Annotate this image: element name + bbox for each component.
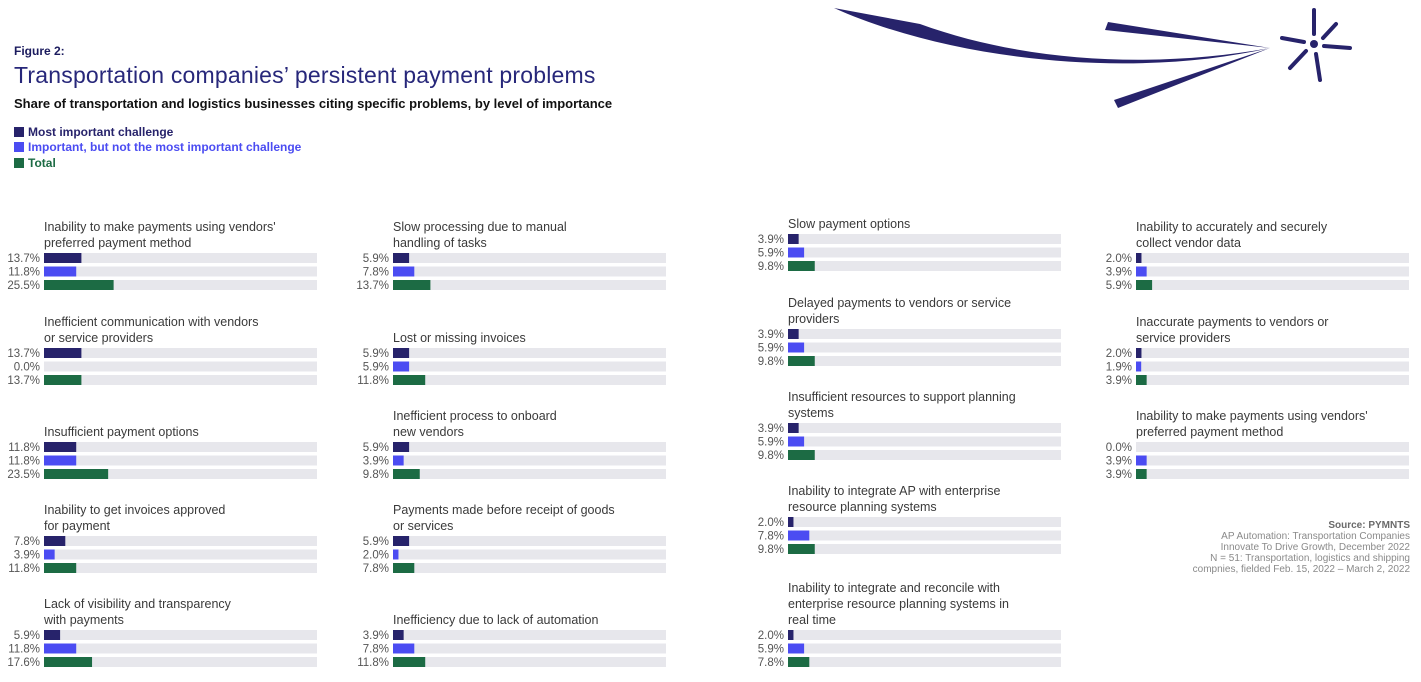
bar-track bbox=[393, 536, 666, 546]
group-label: Delayed payments to vendors or service bbox=[788, 296, 1012, 310]
group-label: real time bbox=[788, 613, 836, 627]
bar-track bbox=[1136, 280, 1409, 290]
source-line-4: compnies, fielded Feb. 15, 2022 – March 2, 2022 bbox=[1192, 564, 1410, 575]
bar-important bbox=[1136, 362, 1141, 372]
bar-important bbox=[788, 531, 809, 541]
bar-group bbox=[363, 503, 666, 575]
bar-track bbox=[44, 267, 317, 277]
group-label: for payment bbox=[44, 519, 111, 533]
data-label-total: 3.9% bbox=[1105, 375, 1132, 387]
data-label-important: 7.8% bbox=[362, 643, 389, 656]
data-label-important: 11.8% bbox=[8, 455, 40, 468]
source-line-2: Innovate To Drive Growth, December 2022 bbox=[1220, 542, 1410, 553]
data-label-important: 3.9% bbox=[1105, 266, 1132, 279]
data-label-important: 5.9% bbox=[757, 247, 784, 260]
bar-total bbox=[788, 657, 809, 667]
bar-group bbox=[7, 220, 317, 292]
data-label-important: 1.9% bbox=[1105, 361, 1132, 374]
bar-track bbox=[1136, 253, 1409, 263]
bar-most bbox=[788, 630, 793, 640]
data-label-total: 25.5% bbox=[7, 280, 40, 292]
bar-track bbox=[788, 356, 1061, 366]
group-label: Inaccurate payments to vendors or bbox=[1136, 315, 1329, 329]
bar-most bbox=[1136, 253, 1141, 263]
bar-most bbox=[44, 253, 81, 263]
bar-track bbox=[1136, 456, 1409, 466]
data-label-total: 5.9% bbox=[1105, 280, 1132, 292]
group-label: new vendors bbox=[393, 425, 464, 439]
figure-label: Figure 2: bbox=[14, 44, 65, 58]
legend-label-most: Most important challenge bbox=[28, 124, 174, 139]
bar-track bbox=[44, 456, 317, 466]
group-label: Inability to make payments using vendors' bbox=[1136, 409, 1368, 423]
bar-total bbox=[1136, 469, 1147, 479]
bar-track bbox=[788, 234, 1061, 244]
bar-group bbox=[8, 503, 317, 575]
bar-most bbox=[788, 517, 793, 527]
group-label: Slow payment options bbox=[788, 217, 911, 231]
bar-track bbox=[44, 362, 317, 372]
bar-important bbox=[393, 362, 409, 372]
group-label: or services bbox=[393, 519, 454, 533]
group-label: providers bbox=[788, 312, 840, 326]
bar-important bbox=[44, 644, 76, 654]
data-label-most: 2.0% bbox=[1105, 348, 1132, 360]
bar-group bbox=[758, 296, 1061, 368]
chart-title: Transportation companies’ persistent payment problems bbox=[14, 62, 596, 88]
group-label: resource planning systems bbox=[788, 500, 937, 514]
group-label: Lost or missing invoices bbox=[393, 331, 526, 345]
bar-group bbox=[357, 613, 666, 669]
group-label: Slow processing due to manual bbox=[393, 220, 567, 234]
bar-total bbox=[788, 261, 815, 271]
data-label-most: 3.9% bbox=[757, 329, 784, 341]
bar-group bbox=[758, 581, 1061, 669]
bar-track bbox=[44, 550, 317, 560]
bar-track bbox=[788, 644, 1061, 654]
data-label-important: 5.9% bbox=[757, 643, 784, 656]
group-label: systems bbox=[788, 406, 834, 420]
data-label-important: 5.9% bbox=[757, 342, 784, 355]
bar-track bbox=[44, 348, 317, 358]
bar-most bbox=[44, 536, 65, 546]
bar-total bbox=[788, 356, 815, 366]
group-label: Insufficient payment options bbox=[44, 425, 199, 439]
source-line-3: N = 51: Transportation, logistics and shipping bbox=[1210, 553, 1410, 564]
bar-total bbox=[44, 469, 108, 479]
data-label-important: 5.9% bbox=[362, 361, 389, 374]
bar-total bbox=[393, 469, 420, 479]
bar-important bbox=[788, 644, 804, 654]
bar-track bbox=[1136, 362, 1409, 372]
bar-group bbox=[356, 220, 666, 292]
bar-most bbox=[393, 630, 404, 640]
data-label-most: 3.9% bbox=[362, 630, 389, 642]
bar-group bbox=[7, 425, 317, 481]
data-label-total: 13.7% bbox=[7, 375, 40, 387]
bar-track bbox=[788, 450, 1061, 460]
bar-important bbox=[393, 550, 398, 560]
bar-most bbox=[393, 536, 409, 546]
source-line-1: AP Automation: Transportation Companies bbox=[1221, 531, 1410, 542]
bar-group bbox=[7, 315, 317, 387]
data-label-total: 9.8% bbox=[757, 261, 784, 273]
group-label: service providers bbox=[1136, 331, 1231, 345]
data-label-most: 2.0% bbox=[1105, 253, 1132, 265]
data-label-total: 11.8% bbox=[8, 563, 40, 575]
bar-track bbox=[44, 253, 317, 263]
bar-group bbox=[357, 331, 666, 387]
data-label-total: 9.8% bbox=[757, 356, 784, 368]
data-label-important: 5.9% bbox=[757, 436, 784, 449]
bar-track bbox=[788, 544, 1061, 554]
bar-track bbox=[393, 644, 666, 654]
legend-label-total: Total bbox=[28, 155, 56, 170]
bar-track bbox=[393, 375, 666, 385]
source-heading: Source: PYMNTS bbox=[1328, 520, 1410, 531]
group-label: or service providers bbox=[44, 331, 154, 345]
group-label: Inability to integrate and reconcile with bbox=[788, 581, 1000, 595]
bar-track bbox=[788, 437, 1061, 447]
data-label-most: 5.9% bbox=[13, 630, 40, 642]
data-label-most: 13.7% bbox=[7, 348, 40, 360]
group-label: collect vendor data bbox=[1136, 236, 1241, 250]
bar-track bbox=[788, 261, 1061, 271]
data-label-most: 13.7% bbox=[7, 253, 40, 265]
data-label-most: 5.9% bbox=[362, 253, 389, 265]
bar-group bbox=[363, 409, 666, 481]
bar-track bbox=[1136, 442, 1409, 452]
data-label-total: 7.8% bbox=[757, 657, 784, 669]
group-label: preferred payment method bbox=[1136, 425, 1284, 439]
bar-track bbox=[788, 343, 1061, 353]
bar-most bbox=[44, 630, 60, 640]
group-label: Inefficient process to onboard bbox=[393, 409, 557, 423]
bar-track bbox=[44, 536, 317, 546]
data-label-important: 7.8% bbox=[757, 530, 784, 543]
bar-most bbox=[44, 442, 76, 452]
bar-important bbox=[393, 267, 414, 277]
bar-track bbox=[393, 563, 666, 573]
group-label: Inability to integrate AP with enterprise bbox=[788, 484, 1001, 498]
bar-total bbox=[788, 544, 815, 554]
data-label-total: 9.8% bbox=[362, 469, 389, 481]
bar-track bbox=[44, 375, 317, 385]
data-label-total: 13.7% bbox=[356, 280, 389, 292]
bar-track bbox=[788, 248, 1061, 258]
data-label-total: 23.5% bbox=[7, 469, 40, 481]
bar-track bbox=[393, 348, 666, 358]
bar-most bbox=[788, 329, 799, 339]
bar-track bbox=[393, 550, 666, 560]
data-label-important: 7.8% bbox=[362, 266, 389, 279]
group-label: Payments made before receipt of goods bbox=[393, 503, 615, 517]
data-label-most: 11.8% bbox=[8, 442, 40, 454]
data-label-most: 5.9% bbox=[362, 536, 389, 548]
bar-group bbox=[1106, 409, 1409, 481]
data-label-most: 3.9% bbox=[757, 234, 784, 246]
data-label-most: 3.9% bbox=[757, 423, 784, 435]
bar-important bbox=[1136, 456, 1147, 466]
chart-subtitle: Share of transportation and logistics businesses citing specific problems, by level of importance bbox=[14, 96, 613, 111]
group-label: Insufficient resources to support planning bbox=[788, 390, 1016, 404]
bar-track bbox=[1136, 375, 1409, 385]
data-label-most: 5.9% bbox=[362, 348, 389, 360]
bar-group bbox=[758, 217, 1061, 273]
bar-track bbox=[393, 280, 666, 290]
bar-most bbox=[788, 234, 799, 244]
data-label-important: 0.0% bbox=[13, 361, 40, 374]
data-label-important: 11.8% bbox=[8, 266, 40, 279]
bar-total bbox=[393, 375, 425, 385]
bar-track bbox=[393, 630, 666, 640]
group-label: Inefficiency due to lack of automation bbox=[393, 613, 599, 627]
data-label-total: 7.8% bbox=[362, 563, 389, 575]
group-label: handling of tasks bbox=[393, 236, 487, 250]
data-label-most: 0.0% bbox=[1105, 442, 1132, 454]
bar-total bbox=[393, 280, 430, 290]
bar-track bbox=[44, 563, 317, 573]
data-label-important: 3.9% bbox=[13, 549, 40, 562]
group-label: with payments bbox=[44, 613, 124, 627]
bar-important bbox=[393, 456, 404, 466]
data-label-important: 3.9% bbox=[1105, 455, 1132, 468]
data-label-important: 2.0% bbox=[362, 549, 389, 562]
bar-most bbox=[393, 253, 409, 263]
group-label: Inability to get invoices approved bbox=[44, 503, 226, 517]
bar-important bbox=[44, 550, 55, 560]
group-label: preferred payment method bbox=[44, 236, 192, 250]
data-label-important: 3.9% bbox=[362, 455, 389, 468]
bar-total bbox=[788, 450, 815, 460]
bar-track bbox=[788, 531, 1061, 541]
bar-important bbox=[788, 248, 804, 258]
bar-track bbox=[1136, 267, 1409, 277]
bar-most bbox=[393, 348, 409, 358]
bar-total bbox=[1136, 280, 1152, 290]
bar-total bbox=[393, 563, 414, 573]
bar-most bbox=[393, 442, 409, 452]
bar-total bbox=[44, 563, 76, 573]
bar-total bbox=[1136, 375, 1147, 385]
legend-label-important: Important, but not the most important challenge bbox=[28, 140, 302, 155]
bar-total bbox=[393, 657, 425, 667]
bar-track bbox=[44, 630, 317, 640]
bar-track bbox=[393, 253, 666, 263]
data-label-total: 9.8% bbox=[757, 544, 784, 556]
bar-track bbox=[788, 630, 1061, 640]
bar-group bbox=[1106, 315, 1409, 387]
data-label-total: 11.8% bbox=[357, 657, 389, 669]
bar-track bbox=[1136, 348, 1409, 358]
bar-group bbox=[758, 390, 1061, 462]
source-note bbox=[1140, 520, 1410, 575]
bar-track bbox=[1136, 469, 1409, 479]
data-label-most: 7.8% bbox=[13, 536, 40, 548]
data-label-total: 3.9% bbox=[1105, 469, 1132, 481]
bar-total bbox=[44, 280, 114, 290]
bar-group bbox=[1106, 220, 1409, 292]
group-label: Inability to accurately and securely bbox=[1136, 220, 1328, 234]
data-label-most: 5.9% bbox=[362, 442, 389, 454]
bar-total bbox=[44, 375, 81, 385]
bar-important bbox=[44, 456, 76, 466]
bar-group bbox=[758, 484, 1061, 556]
bar-most bbox=[44, 348, 81, 358]
bar-important bbox=[44, 267, 76, 277]
bar-track bbox=[44, 442, 317, 452]
bar-important bbox=[788, 343, 804, 353]
bar-total bbox=[44, 657, 92, 667]
bar-track bbox=[788, 517, 1061, 527]
data-label-total: 11.8% bbox=[357, 375, 389, 387]
bar-track bbox=[788, 423, 1061, 433]
bar-track bbox=[393, 657, 666, 667]
group-label: Inefficient communication with vendors bbox=[44, 315, 259, 329]
data-label-most: 2.0% bbox=[757, 630, 784, 642]
bar-most bbox=[1136, 348, 1141, 358]
data-label-important: 11.8% bbox=[8, 643, 40, 656]
bar-track bbox=[393, 456, 666, 466]
bar-important bbox=[1136, 267, 1147, 277]
bar-track bbox=[393, 442, 666, 452]
bar-track bbox=[393, 267, 666, 277]
bar-track bbox=[393, 362, 666, 372]
group-label: Inability to make payments using vendors' bbox=[44, 220, 276, 234]
bar-track bbox=[44, 644, 317, 654]
bar-group bbox=[7, 597, 317, 669]
data-label-total: 17.6% bbox=[7, 657, 40, 669]
bar-important bbox=[788, 437, 804, 447]
data-label-total: 9.8% bbox=[757, 450, 784, 462]
bar-important bbox=[393, 644, 414, 654]
bar-track bbox=[788, 657, 1061, 667]
group-label: Lack of visibility and transparency bbox=[44, 597, 231, 611]
bar-track bbox=[393, 469, 666, 479]
group-label: enterprise resource planning systems in bbox=[788, 597, 1009, 611]
data-label-most: 2.0% bbox=[757, 517, 784, 529]
bar-most bbox=[788, 423, 799, 433]
bar-track bbox=[788, 329, 1061, 339]
